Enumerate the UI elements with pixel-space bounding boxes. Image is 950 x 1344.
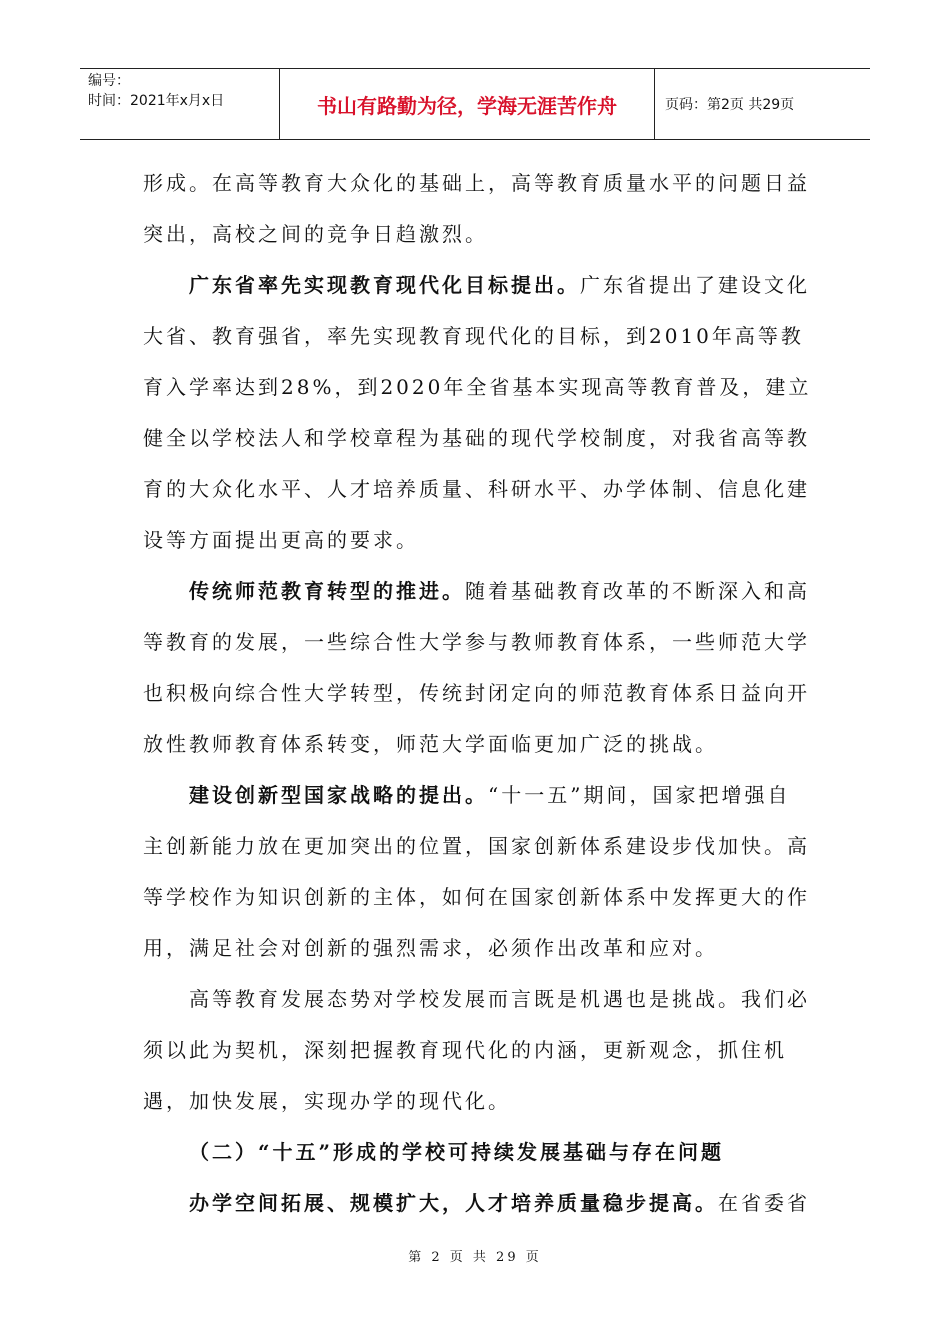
paragraph-4 xyxy=(143,770,813,974)
doc-number-label: 编号： xyxy=(88,73,130,89)
page-footer: 第 2 页 共 29 页 xyxy=(408,1250,542,1265)
paragraph-2-text: 广东省提出了建设文化大省、教育强省，率先实现教育现代化的目标，到2010年高等教育入学率达到28%，到2020年全省基本实现高等教育普及，建立健全以学校法人和学校章程为基础的现代学校制度，对我省高等教育的大众化水平、人才培养质量、科研水平、办学体制、信息化建设等方面提出更高的要求。 xyxy=(143,273,812,552)
paragraph-2-heading: 广东省率先实现教育现代化目标提出。 xyxy=(189,273,580,297)
paragraph-5: 高等教育发展态势对学校发展而言既是机遇也是挑战。我们必须以此为契机，深刻把握教育现代化的内涵，更新观念，抓住机遇，加快发展，实现办学的现代化。 xyxy=(143,987,810,1113)
paragraph-2 xyxy=(143,260,813,566)
paragraph-3 xyxy=(143,566,813,770)
section-subheading: （二）“十五”形成的学校可持续发展基础与存在问题 xyxy=(189,1140,725,1164)
page-header xyxy=(80,68,870,140)
paragraph-3-text: 随着基础教育改革的不断深入和高等教育的发展，一些综合性大学参与教师教育体系，一些师范大学也积极向综合性大学转型，传统封闭定向的师范教育体系日益向开放性教师教育体系转变，师范大学面临更加广泛的挑战。 xyxy=(143,579,810,756)
header-page-indicator: 页码：第2页 共29页 xyxy=(665,97,795,113)
header-motto: 书山有路勤为径，学海无涯苦作舟 xyxy=(280,69,655,139)
date-line: 时间：2021年x月x日 xyxy=(88,93,225,109)
paragraph-4-text: “十一五”期间，国家把增强自主创新能力放在更加突出的位置，国家创新体系建设步伐加快。高等学校作为知识创新的主体，如何在国家创新体系中发挥更大的作用，满足社会对创新的强烈需求，必须作出改革和应对。 xyxy=(143,783,810,960)
paragraph-6-text: 在省委省 xyxy=(718,1191,810,1215)
paragraph-1: 形成。在高等教育大众化的基础上，高等教育质量水平的问题日益突出，高校之间的竞争日趋激烈。 xyxy=(143,171,810,246)
document-body xyxy=(143,158,813,1229)
paragraph-4-heading: 建设创新型国家战略的提出。 xyxy=(189,783,488,807)
paragraph-6 xyxy=(143,1178,813,1229)
header-meta xyxy=(80,69,280,139)
paragraph-6-heading: 办学空间拓展、规模扩大，人才培养质量稳步提高。 xyxy=(189,1191,718,1215)
paragraph-3-heading: 传统师范教育转型的推进。 xyxy=(189,579,465,603)
